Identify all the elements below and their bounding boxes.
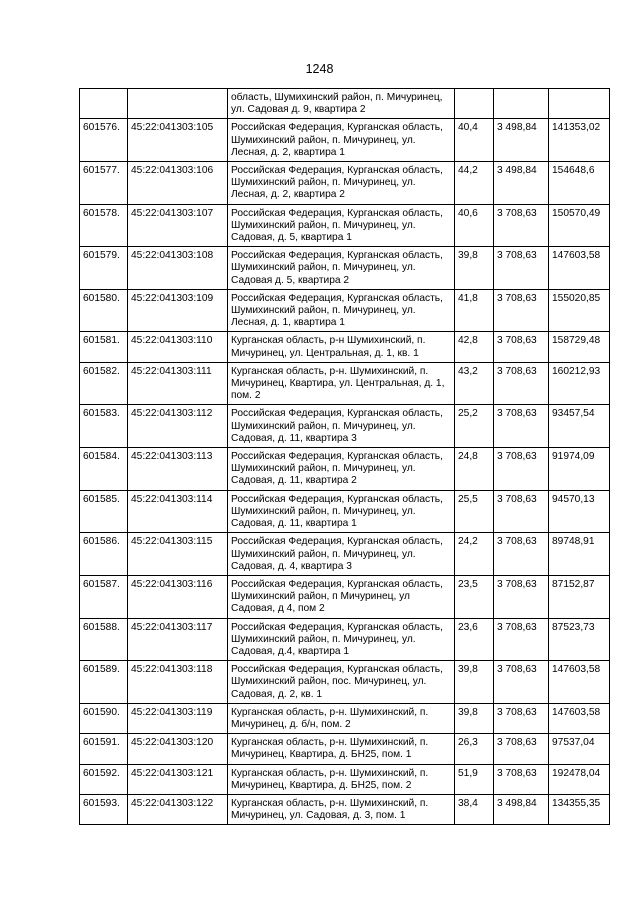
specific-value-cell: 3 708,63: [494, 661, 549, 704]
table-row: [80, 703, 610, 733]
cadastral-number-cell: 45:22:041303:110: [128, 332, 228, 362]
specific-value-cell: 3 498,84: [494, 162, 549, 205]
address-cell: Курганская область, р-н. Шумихинский, п. Мичуринец, д. б/н, пом. 2: [228, 703, 455, 733]
cadastral-value-cell: 155020,85: [549, 289, 610, 332]
page-number: 1248: [305, 62, 334, 76]
specific-value-cell: 3 708,63: [494, 362, 549, 405]
cadastral-number-cell: 45:22:041303:121: [128, 764, 228, 794]
table-row: [80, 794, 610, 824]
cadastral-number-cell: 45:22:041303:118: [128, 661, 228, 704]
row-number-cell: 601593.: [80, 794, 128, 824]
table-row: [80, 247, 610, 290]
address-cell: Курганская область, р-н. Шумихинский, п. Мичуринец, Квартира, д. БН25, пом. 1: [228, 734, 455, 764]
address-cell: Российская Федерация, Курганская область, Шумихинский район, п. Мичуринец, ул. Садовая д. 5, квартира 2: [228, 247, 455, 290]
area-cell: 24,8: [455, 448, 494, 491]
address-cell: Курганская область, р-н. Шумихинский, п. Мичуринец, Квартира, д. БН25, пом. 2: [228, 764, 455, 794]
cadastral-number-cell: 45:22:041303:117: [128, 618, 228, 661]
table-row: [80, 89, 610, 119]
table-row: [80, 119, 610, 162]
row-number-cell: 601592.: [80, 764, 128, 794]
row-number-cell: 601588.: [80, 618, 128, 661]
table-row: [80, 448, 610, 491]
specific-value-cell: 3 708,63: [494, 490, 549, 533]
address-cell: Курганская область, р-н. Шумихинский, п. Мичуринец, ул. Садовая, д. 3, пом. 1: [228, 794, 455, 824]
cadastral-value-cell: 94570,13: [549, 490, 610, 533]
cadastral-value-cell: 91974,09: [549, 448, 610, 491]
address-cell: Курганская область, р-н Шумихинский, п. Мичуринец, ул. Центральная, д. 1, кв. 1: [228, 332, 455, 362]
area-cell: 25,5: [455, 490, 494, 533]
cadastral-value-table: [79, 88, 610, 825]
specific-value-cell: 3 708,63: [494, 332, 549, 362]
specific-value-cell: [494, 89, 549, 119]
area-cell: [455, 89, 494, 119]
table-row: [80, 575, 610, 618]
table-row: [80, 734, 610, 764]
row-number-cell: 601576.: [80, 119, 128, 162]
row-number-cell: 601587.: [80, 575, 128, 618]
cadastral-number-cell: [128, 89, 228, 119]
row-number-cell: 601583.: [80, 405, 128, 448]
specific-value-cell: 3 708,63: [494, 575, 549, 618]
area-cell: 38,4: [455, 794, 494, 824]
area-cell: 42,8: [455, 332, 494, 362]
cadastral-number-cell: 45:22:041303:120: [128, 734, 228, 764]
specific-value-cell: 3 708,63: [494, 764, 549, 794]
address-cell: Российская Федерация, Курганская область, Шумихинский район, п. Мичуринец, ул. Лесная, д. 2, квартира 1: [228, 119, 455, 162]
area-cell: 40,6: [455, 204, 494, 247]
specific-value-cell: 3 708,63: [494, 405, 549, 448]
specific-value-cell: 3 708,63: [494, 247, 549, 290]
address-cell: Российская Федерация, Курганская область, Шумихинский район, п. Мичуринец, ул. Садовая, д.4, квартира 1: [228, 618, 455, 661]
cadastral-number-cell: 45:22:041303:107: [128, 204, 228, 247]
table-row: [80, 405, 610, 448]
cadastral-number-cell: 45:22:041303:113: [128, 448, 228, 491]
cadastral-value-cell: 160212,93: [549, 362, 610, 405]
address-cell: Российская Федерация, Курганская область, Шумихинский район, п Мичуринец, ул Садовая, д 4, пом 2: [228, 575, 455, 618]
table-row: [80, 332, 610, 362]
cadastral-value-cell: 192478,04: [549, 764, 610, 794]
row-number-cell: 601578.: [80, 204, 128, 247]
cadastral-number-cell: 45:22:041303:109: [128, 289, 228, 332]
specific-value-cell: 3 708,63: [494, 734, 549, 764]
area-cell: 40,4: [455, 119, 494, 162]
address-cell: Курганская область, р-н. Шумихинский, п. Мичуринец, Квартира, ул. Центральная, д. 1, пом. 2: [228, 362, 455, 405]
area-cell: 41,8: [455, 289, 494, 332]
row-number-cell: 601577.: [80, 162, 128, 205]
cadastral-value-cell: 150570,49: [549, 204, 610, 247]
cadastral-number-cell: 45:22:041303:111: [128, 362, 228, 405]
table-row: [80, 764, 610, 794]
cadastral-value-cell: 147603,58: [549, 247, 610, 290]
cadastral-number-cell: 45:22:041303:115: [128, 533, 228, 576]
area-cell: 39,8: [455, 247, 494, 290]
area-cell: 26,3: [455, 734, 494, 764]
table-row: [80, 162, 610, 205]
cadastral-value-cell: [549, 89, 610, 119]
row-number-cell: [80, 89, 128, 119]
row-number-cell: 601579.: [80, 247, 128, 290]
address-cell: Российская Федерация, Курганская область, Шумихинский район, п. Мичуринец, ул. Садовая, д. 11, квартира 2: [228, 448, 455, 491]
row-number-cell: 601591.: [80, 734, 128, 764]
row-number-cell: 601582.: [80, 362, 128, 405]
cadastral-number-cell: 45:22:041303:122: [128, 794, 228, 824]
address-cell: область, Шумихинский район, п. Мичуринец, ул. Садовая д. 9, квартира 2: [228, 89, 455, 119]
table-row: [80, 204, 610, 247]
specific-value-cell: 3 708,63: [494, 204, 549, 247]
cadastral-number-cell: 45:22:041303:105: [128, 119, 228, 162]
cadastral-value-cell: 97537,04: [549, 734, 610, 764]
cadastral-value-cell: 141353,02: [549, 119, 610, 162]
area-cell: 39,8: [455, 703, 494, 733]
specific-value-cell: 3 498,84: [494, 794, 549, 824]
cadastral-value-cell: 147603,58: [549, 661, 610, 704]
cadastral-value-cell: 87152,87: [549, 575, 610, 618]
address-cell: Российская Федерация, Курганская область, Шумихинский район, п. Мичуринец, ул. Лесная, д. 1, квартира 1: [228, 289, 455, 332]
cadastral-number-cell: 45:22:041303:106: [128, 162, 228, 205]
row-number-cell: 601586.: [80, 533, 128, 576]
area-cell: 24,2: [455, 533, 494, 576]
cadastral-number-cell: 45:22:041303:119: [128, 703, 228, 733]
table-row: [80, 490, 610, 533]
row-number-cell: 601589.: [80, 661, 128, 704]
cadastral-value-cell: 93457,54: [549, 405, 610, 448]
area-cell: 23,6: [455, 618, 494, 661]
cadastral-number-cell: 45:22:041303:116: [128, 575, 228, 618]
specific-value-cell: 3 708,63: [494, 448, 549, 491]
row-number-cell: 601581.: [80, 332, 128, 362]
cadastral-value-cell: 154648,6: [549, 162, 610, 205]
cadastral-value-cell: 147603,58: [549, 703, 610, 733]
address-cell: Российская Федерация, Курганская область, Шумихинский район, п. Мичуринец, ул. Садовая, д. 11, квартира 3: [228, 405, 455, 448]
address-cell: Российская Федерация, Курганская область, Шумихинский район, п. Мичуринец, ул. Садовая, д. 11, квартира 1: [228, 490, 455, 533]
cadastral-number-cell: 45:22:041303:108: [128, 247, 228, 290]
area-cell: 51,9: [455, 764, 494, 794]
cadastral-number-cell: 45:22:041303:114: [128, 490, 228, 533]
cadastral-value-cell: 87523,73: [549, 618, 610, 661]
row-number-cell: 601584.: [80, 448, 128, 491]
address-cell: Российская Федерация, Курганская область, Шумихинский район, п. Мичуринец, ул. Лесная, д. 2, квартира 2: [228, 162, 455, 205]
table-row: [80, 533, 610, 576]
table-row: [80, 362, 610, 405]
area-cell: 25,2: [455, 405, 494, 448]
cadastral-number-cell: 45:22:041303:112: [128, 405, 228, 448]
cadastral-value-cell: 89748,91: [549, 533, 610, 576]
specific-value-cell: 3 708,63: [494, 533, 549, 576]
row-number-cell: 601585.: [80, 490, 128, 533]
area-cell: 39,8: [455, 661, 494, 704]
address-cell: Российская Федерация, Курганская область, Шумихинский район, п. Мичуринец, ул. Садовая, д. 5, квартира 1: [228, 204, 455, 247]
specific-value-cell: 3 708,63: [494, 618, 549, 661]
table-row: [80, 618, 610, 661]
table-row: [80, 661, 610, 704]
cadastral-value-cell: 134355,35: [549, 794, 610, 824]
area-cell: 23,5: [455, 575, 494, 618]
address-cell: Российская Федерация, Курганская область, Шумихинский район, п. Мичуринец, ул. Садовая, д. 4, квартира 3: [228, 533, 455, 576]
address-cell: Российская Федерация, Курганская область, Шумихинский район, пос. Мичуринец, ул. Садовая, д. 2, кв. 1: [228, 661, 455, 704]
specific-value-cell: 3 708,63: [494, 289, 549, 332]
area-cell: 44,2: [455, 162, 494, 205]
specific-value-cell: 3 708,63: [494, 703, 549, 733]
table-body: [80, 89, 610, 825]
area-cell: 43,2: [455, 362, 494, 405]
cadastral-value-cell: 158729,48: [549, 332, 610, 362]
row-number-cell: 601590.: [80, 703, 128, 733]
specific-value-cell: 3 498,84: [494, 119, 549, 162]
row-number-cell: 601580.: [80, 289, 128, 332]
table-row: [80, 289, 610, 332]
